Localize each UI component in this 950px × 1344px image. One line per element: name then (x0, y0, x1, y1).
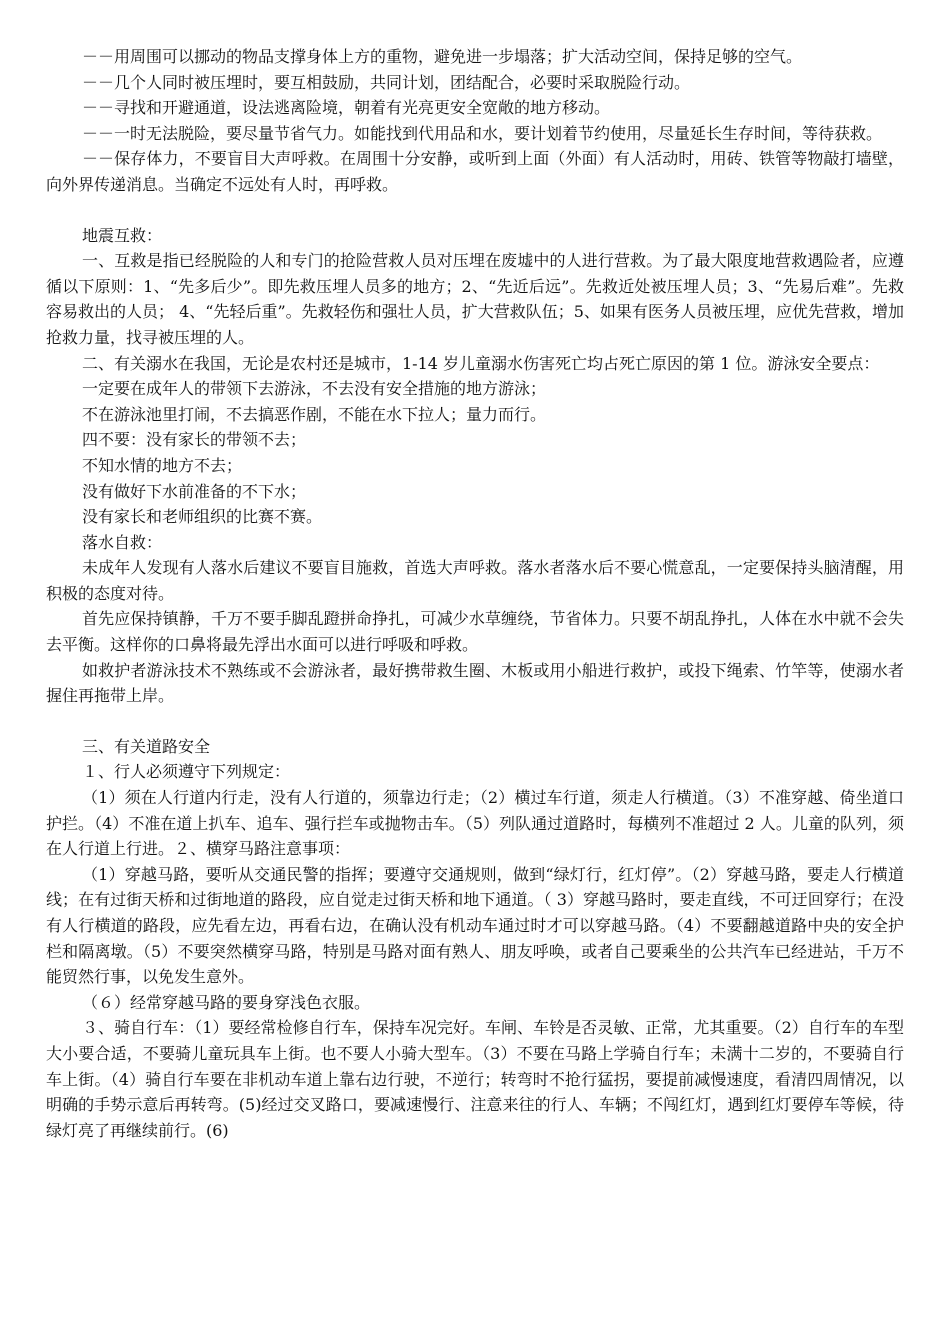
list-item: 不在游泳池里打闹，不去搞恶作剧，不能在水下拉人；量力而行。 (82, 404, 547, 424)
list-item: 一定要在成年人的带领下去游泳，不去没有安全措施的地方游泳； (82, 379, 547, 399)
list-item: 没有家长和老师组织的比赛不赛。 (82, 507, 323, 527)
sub-heading: １、行人必须遵守下列规定： (82, 762, 291, 782)
paragraph: 一、互救是指已经脱险的人和专门的抢险营救人员对压埋在废墟中的人进行营救。为了最大限度地营救遇险者，应遵循以下原则：1、“先多后少”。即先救压埋人员多的地方；2、“先近后远”。先救近处被压埋人员；3、“先易后难”。先救容易救出的人员； 4、“先轻后重”。先救轻伤和强壮人员，扩大营救队伍；5、如果有医务人员被压埋，应优先营救，增加抢救力量，找寻被压埋的人。 (46, 251, 904, 347)
paragraph: －－用周围可以挪动的物品支撑身体上方的重物，避免进一步塌落；扩大活动空间，保持足够的空气。 (82, 47, 803, 66)
paragraph: 二、有关溺水在我国，无论是农村还是城市，1-14 岁儿童溺水伤害死亡均占死亡原因的第 1 位。游泳安全要点： (82, 353, 880, 373)
paragraph: －－保存体力，不要盲目大声呼救。在周围十分安静，或听到上面（外面）有人活动时，用砖、铁管等物敲打墙壁，向外界传递消息。当确定不远处有人时，再呼救。 (46, 149, 904, 194)
paragraph: ３、骑自行车：（1）要经常检修自行车，保持车况完好。车闸、车铃是否灵敏、正常，尤其重要。（2）自行车的车型大小要合适，不要骑儿童玩具车上街。也不要人小骑大型车。（3）不要在马路上学骑自行车；未满十二岁的，不要骑自行车上街。（4）骑自行车要在非机动车道上靠右边行驶，不逆行；转弯时不抢行猛拐，要提前减慢速度，看清四周情况，以明确的手势示意后再转弯。(5)经过交叉路口，要减速慢行、注意来往的行人、车辆；不闯红灯，遇到红灯要停车等候，待绿灯亮了再继续前行。(6) (46, 1018, 904, 1140)
paragraph: －－一时无法脱险，要尽量节省气力。如能找到代用品和水，要计划着节约使用，尽量延长生存时间，等待获救。 (82, 123, 883, 143)
section-heading: 地震互救： (82, 225, 163, 245)
list-item: 四不要：没有家长的带领不去； (82, 430, 307, 450)
paragraph: －－几个人同时被压埋时，要互相鼓励，共同计划，团结配合，必要时采取脱险行动。 (82, 72, 691, 92)
list-item: 没有做好下水前准备的不下水； (82, 481, 307, 501)
paragraph-gap (46, 709, 904, 734)
list-item: 不知水情的地方不去； (82, 455, 243, 475)
paragraph: －－寻找和开避通道，设法逃离险境，朝着有光亮更安全宽敞的地方移动。 (82, 98, 611, 118)
section-heading: 三、有关道路安全 (82, 736, 211, 756)
paragraph: （1）须在人行道内行走，没有人行道的，须靠边行走；（2）横过车行道，须走人行横道。（3）不准穿越、倚坐道口护拦。（4）不准在道上扒车、追车、强行拦车或抛物击车。（5）列队通过道路时，每横列不准超过 2 人。儿童的队列，须在人行道上行进。２、横穿马路注意事项： (46, 788, 904, 859)
paragraph: （６）经常穿越马路的要身穿浅色衣服。 (82, 992, 371, 1012)
paragraph: 未成年人发现有人落水后建议不要盲目施救，首选大声呼救。落水者落水后不要心慌意乱，一定要保持头脑清醒，用积极的态度对待。 (46, 558, 904, 603)
paragraph: （1）穿越马路，要听从交通民警的指挥；要遵守交通规则，做到“绿灯行，红灯停”。（2）穿越马路，要走人行横道线；在有过街天桥和过街地道的路段，应自觉走过街天桥和地下通道。（ 3）穿越马路时，要走直线，不可迂回穿行；在没有人行横道的路段，应先看左边，再看右边，在确认没有机动车通过时才可以穿越马路。（4）不要翻越道路中央的安全护栏和隔离墩。（5）不要突然横穿马路，特别是马路对面有熟人、朋友呼唤，或者自己要乘坐的公共汽车已经进站，千万不能贸然行事，以免发生意外。 (46, 864, 904, 987)
paragraph-gap (46, 198, 904, 223)
paragraph: 如救护者游泳技术不熟练或不会游泳者，最好携带救生圈、木板或用小船进行救护，或投下绳索、竹竿等，使溺水者握住再拖带上岸。 (46, 660, 904, 706)
paragraph: 首先应保持镇静，千万不要手脚乱蹬拼命挣扎，可减少水草缠绕，节省体力。只要不胡乱挣扎，人体在水中就不会失去平衡。这样你的口鼻将最先浮出水面可以进行呼吸和呼救。 (46, 609, 904, 655)
section-heading: 落水自救： (82, 532, 163, 552)
